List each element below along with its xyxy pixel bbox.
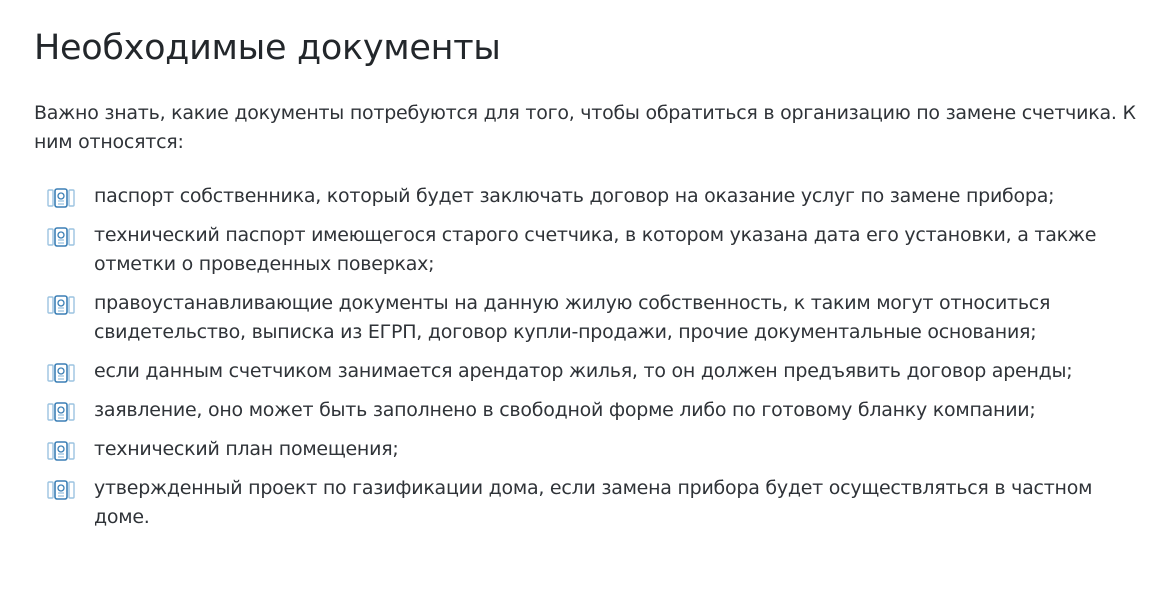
list-item — [34, 221, 1144, 279]
document-bullet-icon — [47, 441, 75, 461]
document-bullet-icon — [47, 188, 75, 208]
list-item — [34, 357, 1144, 386]
list-item-text: если данным счетчиком занимается арендатор жилья, то он должен предъявить договор аренды; — [94, 360, 1073, 382]
list-item — [34, 289, 1144, 347]
page-title: Необходимые документы — [34, 28, 501, 68]
list-item — [34, 474, 1144, 532]
list-item-text: паспорт собственника, который будет заключать договор на оказание услуг по замене прибора; — [94, 185, 1055, 207]
list-item — [34, 182, 1144, 211]
document-bullet-icon — [47, 295, 75, 315]
document-bullet-icon — [47, 227, 75, 247]
document-bullet-icon — [47, 363, 75, 383]
document-bullet-icon — [47, 402, 75, 422]
list-item-text: утвержденный проект по газификации дома, если замена прибора будет осуществляться в частном доме. — [94, 477, 1093, 528]
list-item — [34, 396, 1144, 425]
documents-list — [34, 182, 1144, 532]
list-item-text: правоустанавливающие документы на данную жилую собственность, к таким могут относиться свидетельство, выписка из ЕГРП, договор купли-продажи, прочие документальные основания; — [94, 292, 1051, 343]
list-item — [34, 435, 1144, 464]
list-item-text: технический план помещения; — [94, 438, 399, 460]
intro-paragraph: Важно знать, какие документы потребуются для того, чтобы обратиться в организацию по замене счетчика. К ним относятся: — [34, 102, 1136, 153]
document-bullet-icon — [47, 480, 75, 500]
article — [34, 0, 1144, 542]
list-item-text: заявление, оно может быть заполнено в свободной форме либо по готовому бланку компании; — [94, 399, 1036, 421]
list-item-text: технический паспорт имеющегося старого счетчика, в котором указана дата его установки, а также отметки о проведенных поверках; — [94, 224, 1097, 275]
